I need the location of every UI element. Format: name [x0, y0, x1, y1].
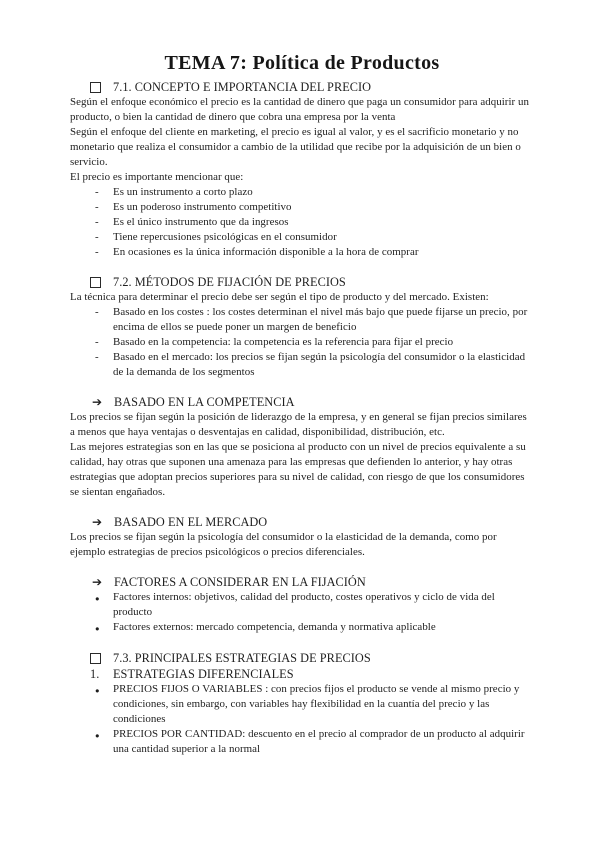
subsection-heading-factores	[92, 574, 534, 590]
numbered-item-label: ESTRATEGIAS DIFERENCIALES	[113, 667, 294, 681]
list-item-text: Basado en los costes : los costes determinan el nivel más bajo que puede fijarse un precio, por encima de ellos se puede poner un margen de beneficio	[113, 306, 528, 333]
section-heading-label: 7.1. CONCEPTO E IMPORTANCIA DEL PRECIO	[113, 80, 372, 94]
paragraph: El precio es importante mencionar que:	[70, 171, 244, 183]
section-heading-label: 7.3. PRINCIPALES ESTRATEGIAS DE PRECIOS	[113, 651, 371, 665]
dot-bullet-icon: ●	[95, 624, 100, 633]
subsection-heading-mercado	[92, 514, 534, 530]
dash-bullet-icon: -	[95, 246, 99, 258]
dash-bullet-icon: -	[95, 306, 99, 318]
subsection-heading-label: BASADO EN EL MERCADO	[114, 515, 268, 529]
paragraph: Según el enfoque económico el precio es la cantidad de dinero que paga un consumidor para adquirir un producto, o bien la cantidad de dinero que cobra una empresa por la venta	[70, 96, 529, 123]
list-item	[70, 335, 534, 350]
section-heading-7-1	[90, 79, 534, 95]
arrow-icon: ➔	[92, 575, 103, 589]
list-item	[70, 245, 534, 260]
list-item	[70, 230, 534, 245]
list-item	[70, 185, 534, 200]
page-title: TEMA 7: Política de Productos	[164, 52, 440, 74]
dash-bullet-icon: -	[95, 201, 99, 213]
subsection-heading-competencia	[92, 394, 534, 410]
dot-bullet-icon: ●	[95, 686, 100, 695]
dash-bullet-list	[70, 185, 534, 260]
subsection-heading-label: BASADO EN LA COMPETENCIA	[114, 395, 295, 409]
paragraph: Los precios se fijan según la posición de liderazgo de la empresa, y en general se fijan precios similares a menos que haya ventajas o desventajas en calidad, disponibilidad, distribución, etc.	[70, 411, 527, 438]
checkbox-icon	[90, 653, 101, 664]
section-heading-7-3	[90, 650, 534, 666]
list-item-text: Factores internos: objetivos, calidad del producto, costes operativos y ciclo de vida del producto	[113, 591, 495, 618]
list-item-text: Tiene repercusiones psicológicas en el consumidor	[113, 231, 337, 243]
checkbox-icon	[90, 82, 101, 93]
numbered-item	[70, 666, 534, 682]
dot-bullet-list	[70, 590, 534, 636]
list-item	[70, 215, 534, 230]
dot-bullet-list	[70, 682, 534, 757]
checkbox-icon	[90, 277, 101, 288]
list-item	[70, 590, 534, 620]
paragraph: Las mejores estrategias son en las que se posiciona al producto con un nivel de precios equivalente a su calidad, hay otras que suponen una amenaza para las empresas que defienden lo anterior, y hay otras estrategias que adoptan precios superiores para su nivel de calidad, con riesgo de que los consumidores se sientan engañados.	[70, 441, 526, 498]
dot-bullet-icon: ●	[95, 731, 100, 740]
list-item	[70, 727, 534, 757]
dash-bullet-icon: -	[95, 216, 99, 228]
dash-bullet-icon: -	[95, 231, 99, 243]
arrow-icon: ➔	[92, 515, 103, 529]
dash-bullet-icon: -	[95, 336, 99, 348]
list-item-text: Basado en el mercado: los precios se fijan según la psicología del consumidor o la elasticidad de la demanda de los segmentos	[113, 351, 526, 378]
paragraph: Según el enfoque del cliente en marketing, el precio es igual al valor, y es el sacrificio monetario y no monetario que realiza el consumidor a cambio de la utilidad que recibe por la adquisición de un bien o servicio.	[70, 126, 521, 168]
list-item-text: En ocasiones es la única información disponible a la hora de comprar	[113, 246, 419, 258]
page-content	[70, 52, 534, 757]
list-item-text: Es un poderoso instrumento competitivo	[113, 201, 292, 213]
subsection-heading-label: FACTORES A CONSIDERAR EN LA FIJACIÓN	[114, 575, 366, 589]
list-item-text: Factores externos: mercado competencia, demanda y normativa aplicable	[113, 621, 436, 633]
list-item-text: Basado en la competencia: la competencia es la referencia para fijar el precio	[113, 336, 454, 348]
list-item	[70, 682, 534, 727]
list-item	[70, 200, 534, 215]
dash-bullet-icon: -	[95, 351, 99, 363]
list-item-text: Es el único instrumento que da ingresos	[113, 216, 289, 228]
arrow-icon: ➔	[92, 395, 103, 409]
list-item	[70, 305, 534, 335]
list-item-text: PRECIOS POR CANTIDAD: descuento en el precio al comprador de un producto al adquirir una cantidad superior a la normal	[113, 728, 525, 755]
dash-bullet-icon: -	[95, 186, 99, 198]
list-item	[70, 620, 534, 636]
numbered-item-number: 1.	[90, 667, 100, 681]
paragraph: La técnica para determinar el precio debe ser según el tipo de producto y del mercado. Existen:	[70, 291, 489, 303]
dot-bullet-icon: ●	[95, 594, 100, 603]
section-heading-label: 7.2. MÉTODOS DE FIJACIÓN DE PRECIOS	[113, 275, 346, 289]
paragraph: Los precios se fijan según la psicología del consumidor o la elasticidad de la demanda, como por ejemplo estrategias de precios psicológicos o precios diferenciales.	[70, 531, 497, 558]
dash-bullet-list	[70, 305, 534, 380]
list-item-text: Es un instrumento a corto plazo	[113, 186, 253, 198]
list-item-text: PRECIOS FIJOS O VARIABLES : con precios fijos el producto se vende al mismo precio y condiciones, sin embargo, con variables hay flexibilidad en la cuantía del precio y las condiciones	[113, 683, 520, 725]
list-item	[70, 350, 534, 380]
section-heading-7-2	[90, 274, 534, 290]
